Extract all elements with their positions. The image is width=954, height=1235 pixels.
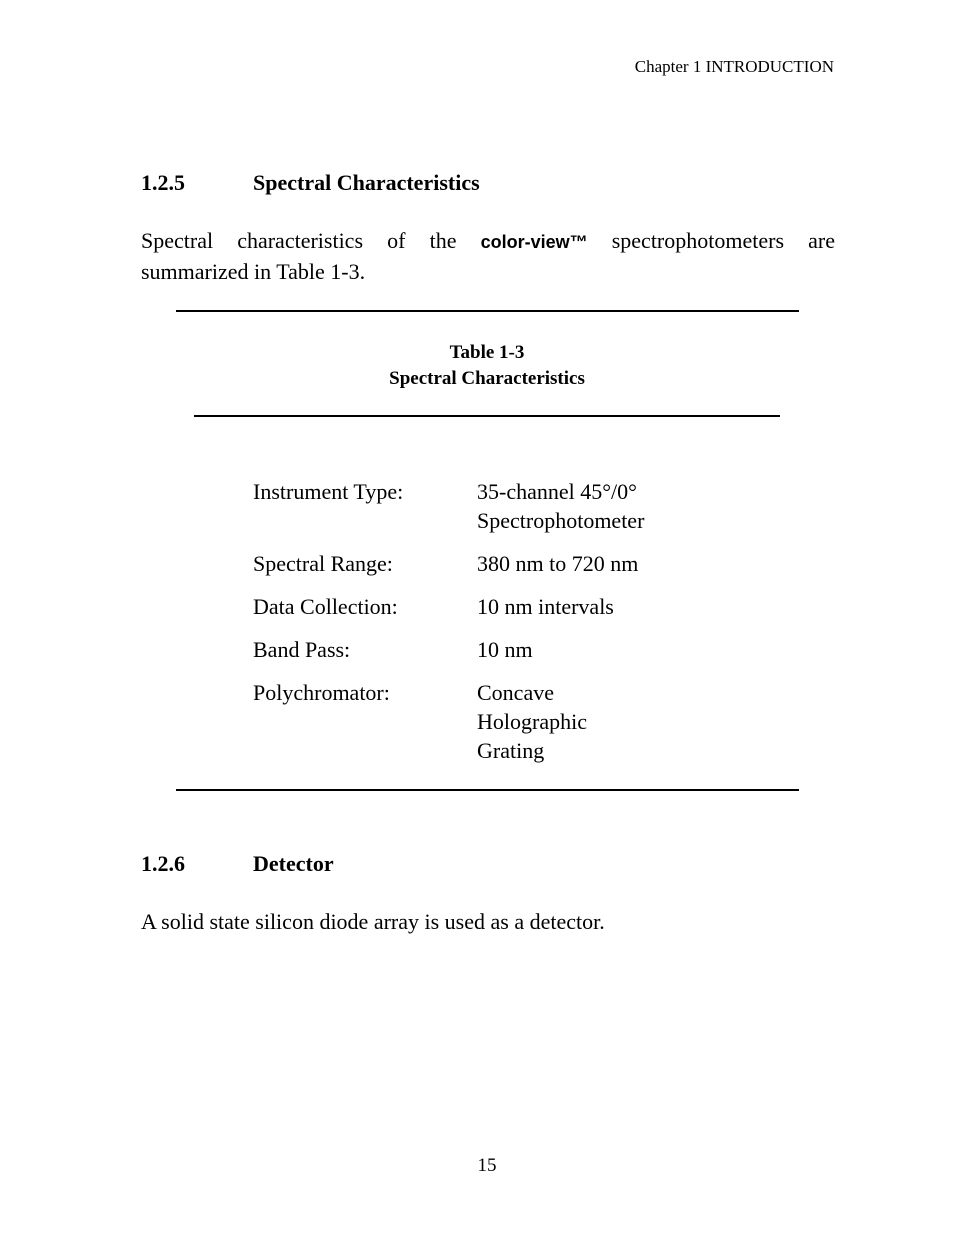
spec-value: 380 nm to 720 nm <box>477 551 639 576</box>
spec-value: 10 nm <box>477 637 533 662</box>
table-bottom-rule <box>176 789 799 791</box>
intro-text-end: spectrophotometers are summarized in Table 1-3. <box>141 228 835 284</box>
spec-label: Spectral Range: <box>253 551 393 576</box>
spec-value: Holographic <box>477 709 587 734</box>
spec-label: Data Collection: <box>253 594 398 619</box>
table-title: Spectral Characteristics <box>389 368 585 389</box>
spec-label: Polychromator: <box>253 680 390 705</box>
intro-text-start: Spectral characteristics of the <box>141 228 481 253</box>
page-number: 15 <box>477 1155 497 1176</box>
spec-value: Concave <box>477 680 554 705</box>
spec-value: Spectrophotometer <box>477 508 645 533</box>
intro-paragraph <box>141 226 835 287</box>
section-number: 1.2.6 <box>141 851 185 876</box>
spec-label: Instrument Type: <box>253 479 404 504</box>
section-title: Detector <box>253 851 334 876</box>
spec-value: Grating <box>477 738 545 763</box>
table-label: Table 1-3 <box>449 342 525 363</box>
section-title: Spectral Characteristics <box>253 170 480 195</box>
spec-label: Band Pass: <box>253 637 351 662</box>
spec-value: 35-channel 45°/0° <box>477 479 637 504</box>
table-top-rule <box>176 310 799 312</box>
brand-name: color-view™ <box>480 232 588 252</box>
section-number: 1.2.5 <box>141 170 185 195</box>
spec-value: 10 nm intervals <box>477 594 614 619</box>
running-header: Chapter 1 INTRODUCTION <box>634 57 834 76</box>
detector-paragraph: A solid state silicon diode array is used as a detector. <box>141 909 605 934</box>
table-caption-rule <box>194 415 780 417</box>
